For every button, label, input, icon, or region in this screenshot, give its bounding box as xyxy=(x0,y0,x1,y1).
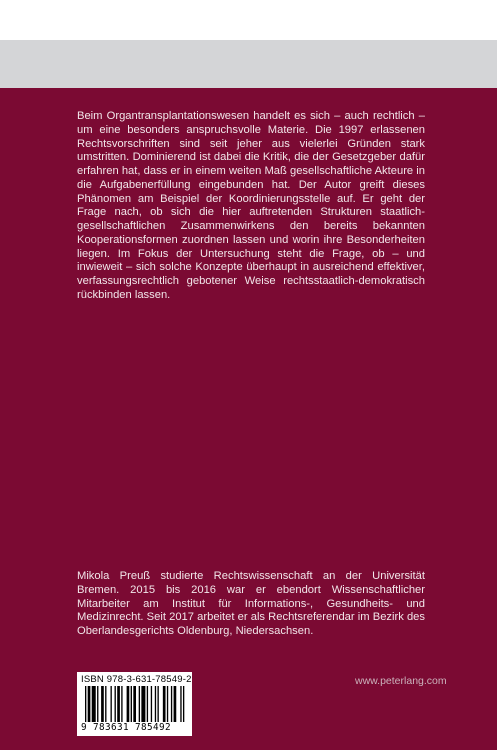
top-white-band xyxy=(0,0,497,40)
author-bio: Mikola Preuß studierte Rechtswissenschaft an der Universität Bremen. 2015 bis 2016 war er ebendort Wissenschaftlicher Mitarbeiter am Institut für Informations-, Gesundheits- und Medizinrecht. Seit 2017 arbeitet er als Rechtsreferendar im Bezirk des Oberlandesgerichts Oldenburg, Niedersachsen. xyxy=(77,570,425,637)
isbn-label: ISBN 978-3-631-78549-2 xyxy=(81,674,192,685)
publisher-url: www.peterlang.com xyxy=(355,675,447,687)
barcode-digits: 9 783631 785492 xyxy=(81,722,171,733)
book-blurb: Beim Organtransplantationswesen handelt es sich – auch rechtlich – um eine besonders anspruchsvolle Materie. Die 1997 erlassenen Rechtsvorschriften sind seit jeher aus vielerlei Gründen stark umstritten. Dominierend ist dabei die Kritik, die der Gesetzgeber dafür erfahren hat, dass er in einem weiten Maß gesellschaftliche Akteure in die Aufgabenerfüllung eingebunden hat. Der Autor greift dieses Phänomen am Beispiel der Koordinierungsstelle auf. Er geht der Frage nach, ob sich die hier auftretenden Strukturen staatlich-gesellschaftlichen Zusammenwirkens den bereits bekannten Kooperationsformen zuordnen lassen und worin ihre Besonderheiten liegen. Im Fokus der Untersuchung steht die Frage, ob – und inwieweit – sich solche Konzepte überhaupt in ausreichend effektiver, verfassungsrechtlich gebotener Weise rechtsstaatlich-demokratisch rückbinden lassen. xyxy=(77,110,425,301)
gray-header-band xyxy=(0,40,497,88)
isbn-barcode-box xyxy=(77,672,192,736)
barcode-image xyxy=(85,686,187,722)
